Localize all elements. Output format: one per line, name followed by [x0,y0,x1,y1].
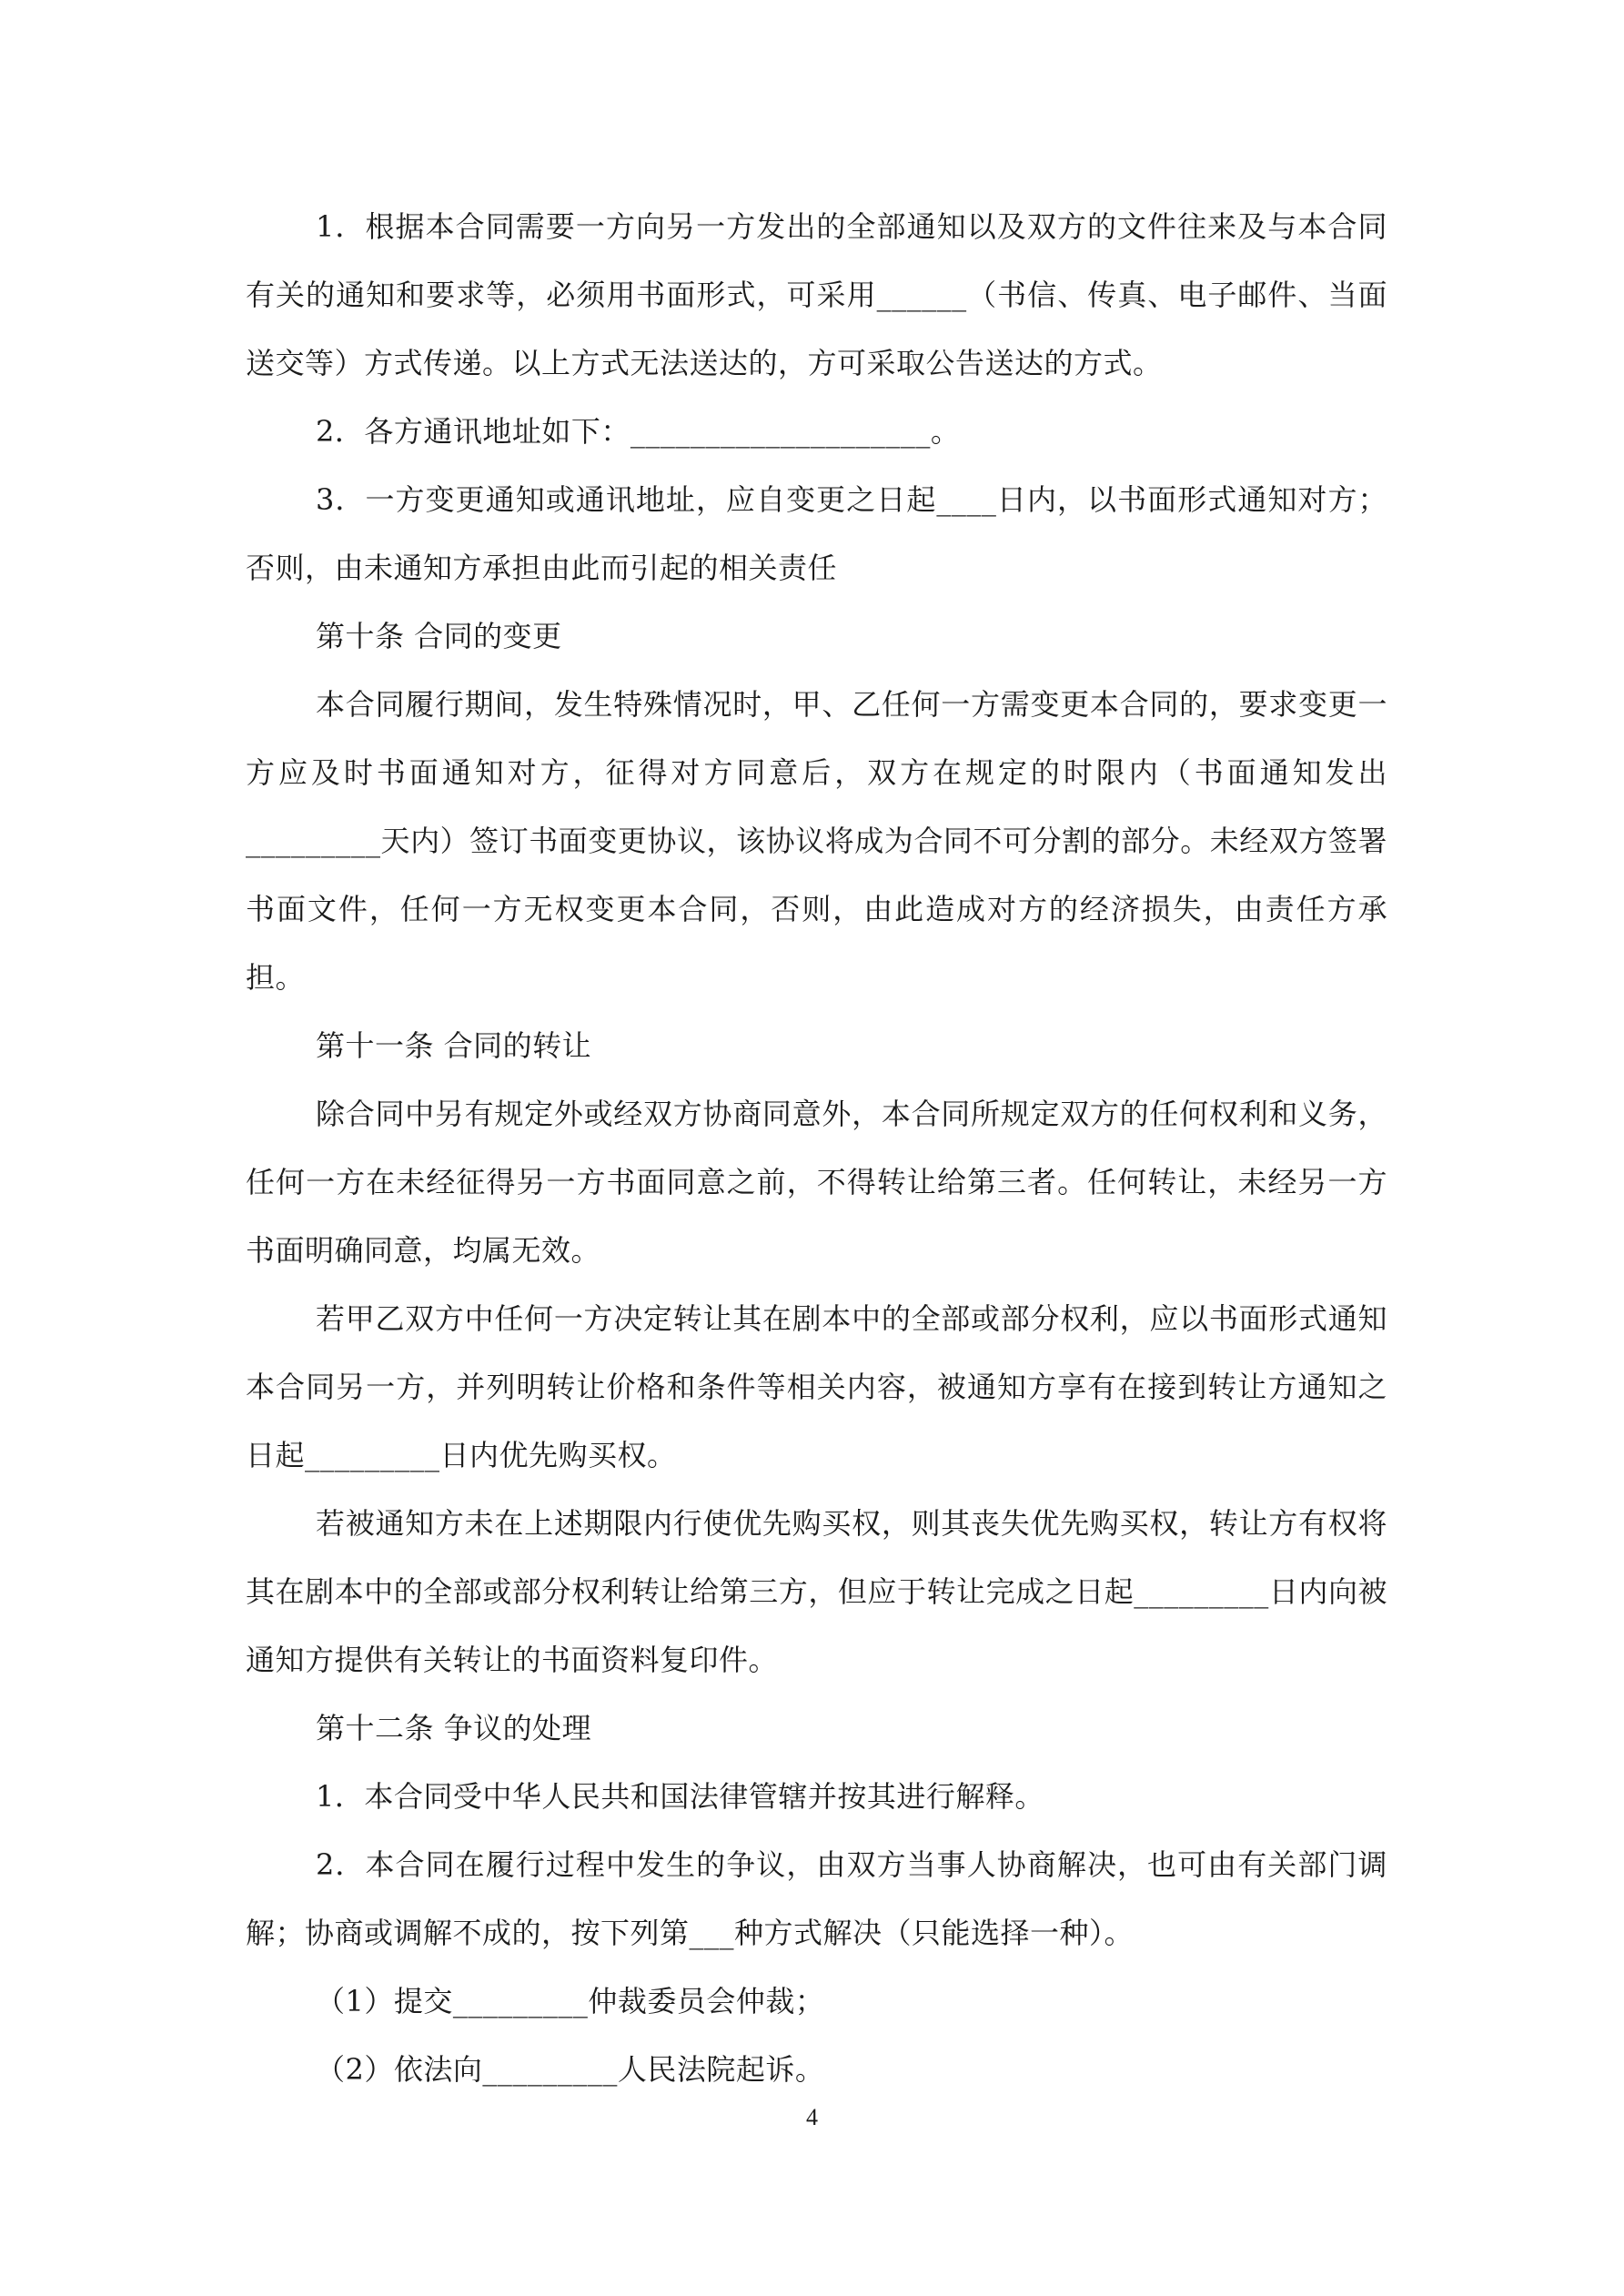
article-12-heading: 第十二条 争议的处理 [316,1711,592,1745]
clause-contact-address: 2．各方通讯地址如下：____________________。 [316,414,961,449]
article-10-body: 本合同履行期间，发生特殊情况时，甲、乙任何一方需变更本合同的，要求变更一方应及时书面通知对方，征得对方同意后，双方在规定的时限内（书面通知发出_________天内）签订书面变更协议，该协议将成为合同不可分割的部分。未经双方签署书面文件，任何一方无权变更本合同，否则，由此造成对方的经济损失，由责任方承担。 [246,687,1387,995]
article-11-body-2: 若甲乙双方中任何一方决定转让其在剧本中的全部或部分权利，应以书面形式通知本合同另一方，并列明转让价格和条件等相关内容，被通知方享有在接到转让方通知之日起_________日内优先购买权。 [246,1301,1387,1472]
article-11-heading: 第十一条 合同的转让 [316,1028,592,1063]
clause-address-change: 3．一方变更通知或通讯地址，应自变更之日起____日内，以书面形式通知对方；否则，由未通知方承担由此而引起的相关责任 [246,482,1387,585]
page-number: 4 [806,2104,818,2130]
dispute-option-court: （2）依法向_________人民法院起诉。 [316,2052,825,2087]
document-body [246,193,1387,2104]
article-10-heading: 第十条 合同的变更 [316,619,562,653]
article-11-body-1: 除合同中另有规定外或经双方协商同意外，本合同所规定双方的任何权利和义务，任何一方在未经征得另一方书面同意之前，不得转让给第三者。任何转让，未经另一方书面明确同意，均属无效。 [246,1097,1387,1268]
article-12-item-1: 1．本合同受中华人民共和国法律管辖并按其进行解释。 [316,1779,1044,1814]
article-12-item-2: 2．本合同在履行过程中发生的争议，由双方当事人协商解决，也可由有关部门调解；协商或调解不成的，按下列第___种方式解决（只能选择一种）。 [246,1847,1387,1950]
dispute-option-arbitration: （1）提交_________仲裁委员会仲裁； [316,1984,825,2018]
article-11-body-3: 若被通知方未在上述期限内行使优先购买权，则其丧失优先购买权，转让方有权将其在剧本中的全部或部分权利转让给第三方，但应于转让完成之日起_________日内向被通知方提供有关转让的书面资料复印件。 [246,1506,1387,1677]
clause-notice-form: 1．根据本合同需要一方向另一方发出的全部通知以及双方的文件往来及与本合同有关的通知和要求等，必须用书面形式，可采用______（书信、传真、电子邮件、当面送交等）方式传递。以上方式无法送达的，方可采取公告送达的方式。 [246,209,1387,380]
